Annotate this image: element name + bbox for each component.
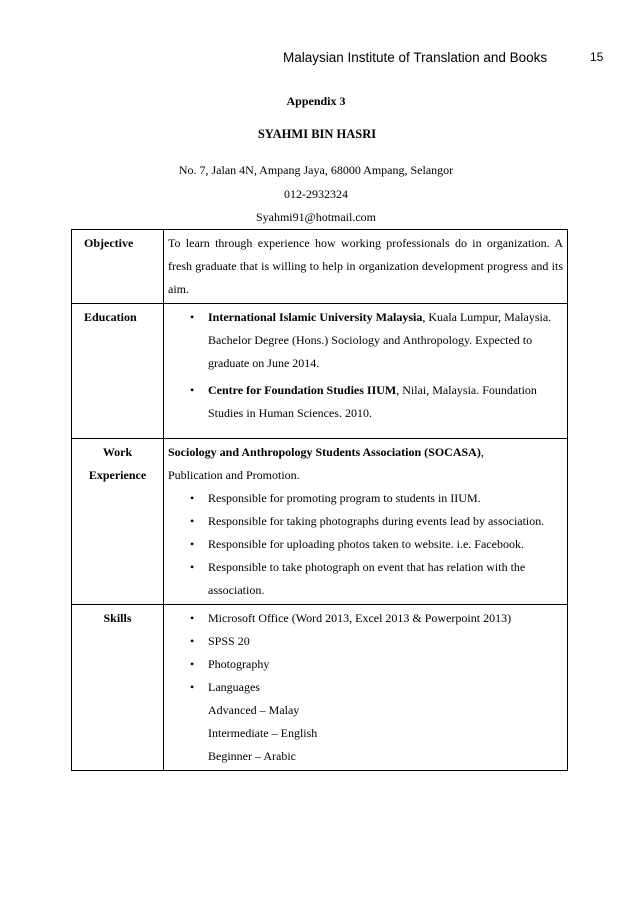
objective-label: Objective: [72, 230, 164, 304]
skill-item: • SPSS 20: [168, 630, 563, 653]
skills-row: [72, 605, 568, 771]
skills-list: [168, 607, 563, 699]
language-level: Beginner – Arabic: [208, 749, 296, 763]
appendix-heading: Appendix 3: [286, 94, 346, 108]
education-details: , Nilai, Malaysia. Foundation Studies in Human Sciences. 2010.: [208, 383, 537, 420]
work-label-line1: Work: [102, 445, 133, 459]
work-experience-content: [164, 439, 568, 605]
objective-text: To learn through experience how working professionals do in organization. A fresh graduate that is willing to help in organization development progress and its aim.: [164, 230, 568, 304]
education-row: [72, 304, 568, 439]
duty-item: • Responsible to take photograph on event that has relation with the association.: [168, 556, 563, 602]
education-list: [168, 306, 563, 425]
phone-number: 012-2932324: [284, 187, 348, 201]
work-experience-label: [72, 439, 164, 605]
objective-row: [72, 230, 568, 304]
running-header-title: Malaysian Institute of Translation and Books: [283, 50, 548, 65]
work-label-line2: Experience: [88, 468, 147, 482]
skills-content: [164, 605, 568, 771]
language-level: Intermediate – English: [208, 726, 318, 740]
duty-item: • Responsible for promoting program to students in IIUM.: [168, 487, 563, 510]
skill-item: • Languages: [168, 676, 563, 699]
education-item: [168, 379, 563, 425]
organization-name: Sociology and Anthropology Students Association (SOCASA): [168, 445, 481, 459]
education-content: [164, 304, 568, 439]
education-item: [168, 306, 563, 375]
education-label: Education: [72, 304, 164, 439]
skills-label: Skills: [72, 605, 164, 771]
duty-item: • Responsible for taking photographs during events lead by association.: [168, 510, 563, 533]
resume-table: [71, 229, 568, 771]
applicant-name: SYAHMI BIN HASRI: [257, 127, 377, 141]
education-details: , Kuala Lumpur, Malaysia. Bachelor Degree (Hons.) Sociology and Anthropology. Expected to graduate on June 2014.: [208, 310, 552, 370]
institution-name: Centre for Foundation Studies IIUM: [208, 383, 397, 397]
institution-name: International Islamic University Malaysia: [208, 310, 423, 324]
skill-item: • Microsoft Office (Word 2013, Excel 2013 & Powerpoint 2013): [168, 607, 563, 630]
language-level: Advanced – Malay: [208, 703, 300, 717]
skill-item: • Photography: [168, 653, 563, 676]
page-number: 15: [590, 50, 604, 64]
work-role: Publication and Promotion.: [168, 468, 300, 482]
email-address: Syahmi91@hotmail.com: [255, 210, 377, 224]
work-duties-list: [168, 487, 563, 602]
work-experience-row: [72, 439, 568, 605]
address: No. 7, Jalan 4N, Ampang Jaya, 68000 Ampang, Selangor: [178, 163, 454, 177]
duty-item: • Responsible for uploading photos taken to website. i.e. Facebook.: [168, 533, 563, 556]
organization-suffix: ,: [480, 445, 484, 459]
